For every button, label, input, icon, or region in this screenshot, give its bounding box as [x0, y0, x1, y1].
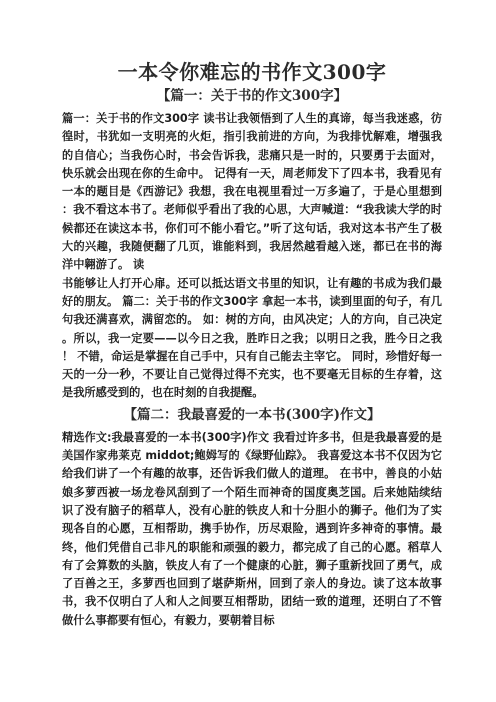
section-2 [62, 405, 442, 630]
section-heading: 【篇二：我最喜爱的一本书(300字)作文】 [123, 406, 381, 423]
section-heading: 【篇一：关于书的作文300字】 [156, 88, 348, 104]
body-paragraph: 书能够让人打开心扉。还可以抵达语文书里的知识，让有趣的书成为我们最好的朋友。 篇二：关于书的作文300字 拿起一本书，读到里面的句子，有几句我还满喜欢，满留恋的。 如：树的方向，由风决定；人的方向，自己决定。所以，我一定要——以今日之我，胜昨日之我；以明日之我，胜今日之我！ 不错，命运是掌握在自己手中，只有自己能去主宰它。 同时，珍惜好每一天的一分一秒，不要让自己觉得过得不充实，也不要毫无目标的生存着，这是我所感受到的，也在时刻的自我提醒。 [62, 276, 442, 400]
section-1 [62, 86, 442, 403]
document-title: 一本令你难忘的书作文300字 [117, 60, 387, 84]
body-paragraph: 精选作文:我最喜爱的一本书(300字)作文 我看过许多书，但是我最喜爱的是美国作家弗莱克 middot;鲍姆写的《绿野仙踪》。 我喜爱这本书不仅因为它给我们讲了一个有趣的故事，还告诉我们做人的道理。 在书中，善良的小姑娘多萝西被一场龙卷风刮到了一个陌生而神奇的国度奥芝国。后来她陆续结识了没有脑子的稻草人，没有心脏的铁皮人和十分胆小的狮子。他们为了实现各自的心愿，互相帮助，携手协作，历尽艰险，遇到许多神奇的事情。最终，他们凭借自己非凡的职能和顽强的毅力，都完成了自己的心愿。稻草人有了会算数的头脑，铁皮人有了一个健康的心脏，狮子重新找回了勇气，成了百兽之王，多萝西也回到了堪萨斯州，回到了亲人的身边。读了这本故事书，我不仅明白了人和人之间要互相帮助，团结一致的道理，还明白了不管做什么事都要有恒心，有毅力，要朝着目标 [62, 430, 442, 627]
body-paragraph: 篇一：关于书的作文300字 读书让我领悟到了人生的真谛，每当我迷惑，彷徨时，书犹如一支明亮的火炬，指引我前进的方向，为我排忧解难，增强我的自信心；当我伤心时，书会告诉我，悲痛只是一时的，只要勇于去面对，快乐就会出现在你的生命中。 记得有一天，周老师发下了四本书，我看见有一本的题目是《西游记》我想，我在电视里看过一万多遍了，于是心里想到：我不看这本书了。老师似乎看出了我的心思，大声喊道：“我我读大学的时候都还在读这本书，你们可不能小看它。”听了这句话，我对这本书产生了极大的兴趣，我随便翻了几页，谁能料到，我居然越看越入迷，都已在书的海洋中翱游了。 读 [62, 112, 442, 272]
